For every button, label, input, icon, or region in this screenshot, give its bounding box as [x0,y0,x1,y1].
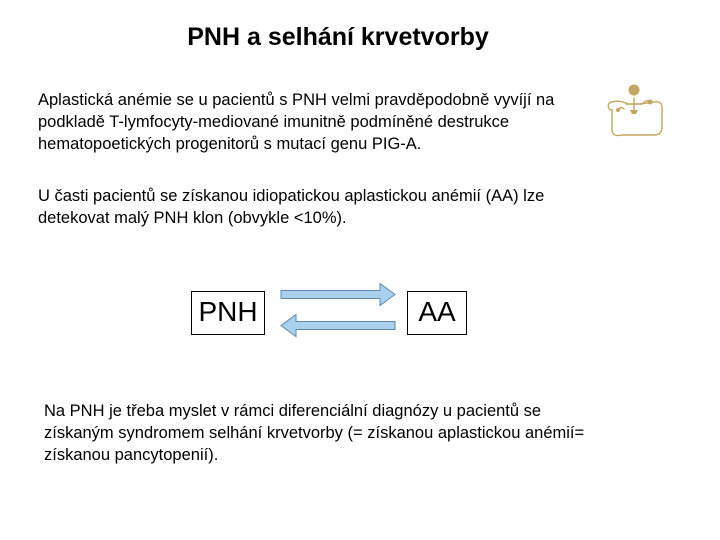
bidirectional-arrows [280,282,396,346]
aa-box: AA [407,291,467,335]
decorative-figure-icon [604,80,666,138]
left-arrow-icon [281,315,395,337]
paragraph-line: hematopoetických progenitorů s mutací genu PIG-A. [38,135,422,153]
paragraph-line: podkladě T-lymfocyty-mediované imunitně podmíněné destrukce [38,113,510,131]
paragraph-aplastic-anemia [38,89,613,155]
paragraph-line: U časti pacientů se získanou idiopatickou aplastickou anémií (AA) lze [38,187,545,205]
paragraph-pnh-clone [38,185,613,229]
slide-title: PNH a selhání krvetvorby [187,23,489,51]
paragraph-line: Aplastická anémie se u pacientů s PNH velmi pravděpodobně vyvíjí na [38,91,555,109]
paragraph-differential-diagnosis [44,400,684,466]
paragraph-line: získanou pancytopenií). [44,446,219,464]
paragraph-line: detekovat malý PNH klon (obvykle <10%). [38,209,347,227]
right-arrow-icon [281,284,395,306]
paragraph-line: Na PNH je třeba myslet v rámci diferenciální diagnózy u pacientů se [44,402,542,420]
pnh-box: PNH [191,291,265,335]
paragraph-line: získaným syndromem selhání krvetvorby (= získanou aplastickou anémií= [44,424,585,442]
